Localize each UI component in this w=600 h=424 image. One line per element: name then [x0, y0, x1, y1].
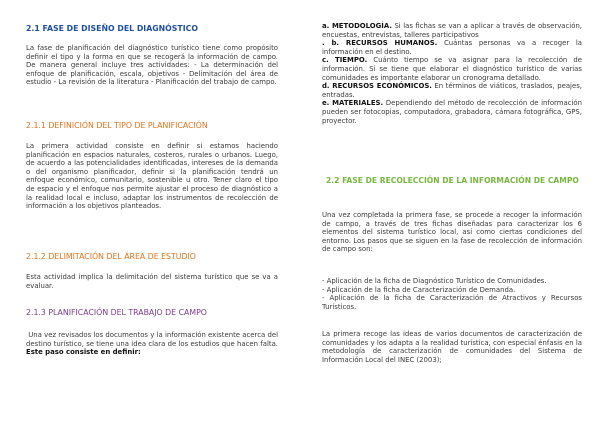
item-label: d. RECURSOS ECONÓMICOS.: [322, 82, 432, 91]
steps-list: [322, 277, 582, 311]
paragraph-2-2: Una vez completada la primera fase, se procede a recoger la información de campo, a través de tres fichas diseñadas para caracterizar los 6 elementos del sistema turístico local, así como ciertas condiciones del entorno. Los pasos que se siguen en la fase de recolección de información de campo son:: [322, 211, 582, 254]
list-item-methodology: [322, 22, 582, 39]
step-item: - Aplicación de la ficha de Caracterización de Demanda.: [322, 285, 516, 294]
heading-2-1: 2.1 FASE DE DISEÑO DEL DIAGNÓSTICO: [26, 24, 198, 33]
paragraph-2-1-3: [26, 331, 278, 357]
paragraph-2-1-3-bold: Este paso consiste en definir:: [26, 348, 141, 357]
list-item-materials: [322, 99, 582, 125]
list-item-human-resources: [322, 39, 582, 56]
resource-list: [322, 22, 582, 125]
heading-2-2: 2.2 FASE DE RECOLECCIÓN DE LA INFORMACIÓN DE CAMPO: [326, 176, 579, 185]
heading-2-1-3: 2.1.3 PLANIFICACIÓN DEL TRABAJO DE CAMPO: [26, 308, 207, 317]
item-text: Cuántas personas va a recoger la información en el destino.: [322, 39, 582, 56]
item-label: c. TIEMPO.: [322, 56, 368, 65]
paragraph-2-1: La fase de planificación del diagnóstico turístico tiene como propósito definir el tipo y la forma en que se recogerá la información de campo. De manera general incluye tres actividades: - La determinación del enfoque de planificación, escala, objetivos - Delimitación del área de estudio - La revisión de la literatura - Planificación del trabajo de campo.: [26, 44, 278, 87]
paragraph-2-1-1: La primera actividad consiste en definir si estamos haciendo planificación en espacios naturales, costeros, rurales o urbanos. Luego, de acuerdo a las potencialidades identificadas, intereses de la demanda o del organismo planificador, definir si la planificación tendrá un enfoque económico, comunitario, sostenible u otro. Tener claro el tipo de espacio y el enfoque nos permite ajustar el proceso de diagnóstico a la realidad local e incluso, adaptar los instrumentos de recolección de información a los objetivos planteados.: [26, 142, 278, 211]
item-label: . b. RECURSOS HUMANOS.: [322, 39, 438, 48]
paragraph-2-2-b: La primera recoge las ideas de varios documentos de caracterización de comunidades y los adapta a la realidad turística, con especial énfasis en la metodología de caracterización de comunidades del Sistema de Información Local del INEC (2003);: [322, 330, 582, 364]
list-item-time: [322, 56, 582, 82]
step-item: - Aplicación de la ficha de Caracterización de Atractivos y Recursos Turísticos.: [322, 294, 582, 311]
item-label: a. METODOLOGÍA.: [322, 22, 392, 30]
heading-2-1-1: 2.1.1 DEFINICIÓN DEL TIPO DE PLANIFICACIÓN: [26, 121, 208, 130]
step-item: - Aplicación de la ficha de Diagnóstico Turístico de Comunidades.: [322, 277, 547, 285]
paragraph-2-1-3-text: Una vez revisados los documentos y la información existente acerca del destino turístico, se tiene una idea clara de los estudios que hacen falta.: [26, 331, 278, 348]
item-text: En términos de viáticos, traslados, peajes, entradas.: [322, 82, 582, 99]
item-text: Si las fichas se van a aplicar a través de observación, encuestas, entrevistas, talleres participativos: [322, 22, 582, 39]
item-label: e. MATERIALES.: [322, 99, 384, 108]
heading-2-1-2: 2.1.2 DELIMITACIÓN DEL ÁREA DE ESTUDIO: [26, 252, 196, 261]
item-text: Dependiendo del método de recolección de información pueden ser fotocopias, computadora, grabadora, cámara fotográfica, GPS, proyector.: [322, 99, 582, 125]
item-text: Cuánto tiempo se va asignar para la recolección de información. Si se tiene que elaborar el diagnóstico turístico de varias comunidades es importante elaborar un cronograma detallado.: [322, 56, 582, 82]
list-item-economic-resources: [322, 82, 582, 99]
paragraph-2-1-2: Esta actividad implica la delimitación del sistema turístico que se va a evaluar.: [26, 273, 278, 290]
